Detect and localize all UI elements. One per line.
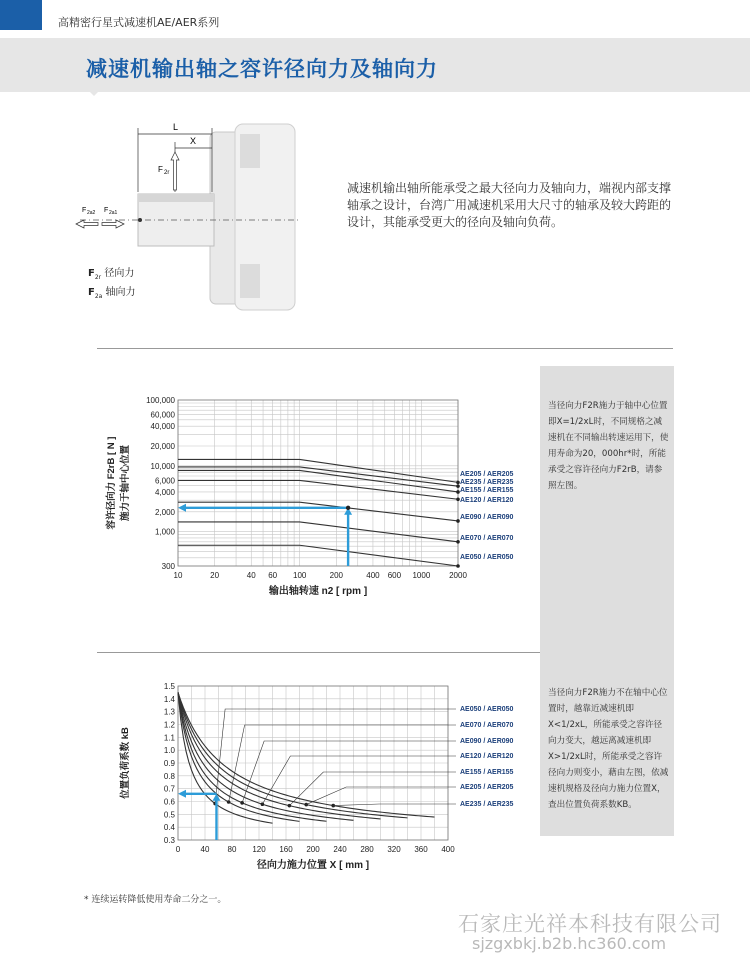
series-endpoint <box>456 564 460 568</box>
radial-force-arrow <box>171 152 179 190</box>
series-label: AE070 / AER070 <box>460 535 514 542</box>
shaft-key <box>138 194 214 202</box>
y-tick-label: 0.7 <box>163 784 175 794</box>
y-tick-label: 0.5 <box>163 810 175 820</box>
y-tick-label: 0.4 <box>163 823 175 833</box>
y-tick-label: 1.0 <box>163 746 175 756</box>
legend-axial: $F_{2a}$ 轴向力 <box>88 287 136 300</box>
label-F2r-sub: 2r <box>164 170 170 176</box>
force-legend <box>88 266 136 304</box>
label-F2a1: F <box>104 207 109 214</box>
y-tick-label: 0.8 <box>163 771 175 781</box>
radial-load-chart <box>100 388 540 603</box>
watermark-url: sjzgxbkj.b2b.hc360.com <box>472 934 667 953</box>
label-F2r: F <box>158 165 163 174</box>
y-tick-label: 1,000 <box>154 527 175 537</box>
y-tick-label: 0.9 <box>163 759 175 768</box>
series-marker <box>240 801 244 805</box>
series-label: AE120 / AER120 <box>460 753 514 760</box>
example-point <box>346 506 350 510</box>
series-leader <box>333 804 456 806</box>
series-label: AE155 / AER155 <box>460 487 514 494</box>
y-tick-label: 2,000 <box>154 507 175 517</box>
y-tick-label: 60,000 <box>150 410 175 420</box>
x-axis-title: 输出轴转速 n2 [ rpm ] <box>268 586 368 597</box>
x-tick-label: 240 <box>333 845 347 854</box>
note-radial-load: 当径向力F2R施力于轴中心位置即X=1/2xL时，不同规格之减速机在不同输出转速运用下，使用寿命为20，000hr*时，所能承受之容许径向力F2rB，请参照左图。 <box>548 401 669 491</box>
x-tick-label: 0 <box>175 845 181 854</box>
label-F2a2: F <box>82 207 87 214</box>
y-tick-label: 0.3 <box>163 836 175 845</box>
x-tick-label: 120 <box>252 845 266 854</box>
series-label: AE235 / AER235 <box>460 801 514 808</box>
x-tick-label: 100 <box>293 571 307 580</box>
legend-radial: $F_{2r}$ 径向力 <box>88 268 135 281</box>
series-label: AE155 / AER155 <box>460 769 514 776</box>
housing-detail <box>240 134 260 168</box>
x-tick-label: 320 <box>387 845 401 854</box>
series-label: AE050 / AER050 <box>460 706 514 713</box>
series-marker <box>304 803 308 807</box>
label-X: X <box>190 136 197 146</box>
series-label: AE120 / AER120 <box>460 497 514 504</box>
series-label: AE070 / AER070 <box>460 722 514 729</box>
x-tick-label: 40 <box>246 571 256 580</box>
y-tick-label: 6,000 <box>154 476 175 486</box>
note-position-factor: 当径向力F2R施力不在轴中心位置时，越靠近减速机即X<1/2xL，所能承受之容许径向力变大，越远离减速机即X>1/2xL时，所能承受之容许径向力则变小，藉由左图，依减速机规格及径向力施力位置X，查出位置负荷系数KB。 <box>548 688 669 810</box>
series-label: AE090 / AER090 <box>460 738 514 745</box>
watermark-company: 石家庄光祥本科技有限公司 <box>458 912 722 936</box>
series-label: AE235 / AER235 <box>460 479 514 486</box>
header-tab <box>0 0 42 30</box>
series-label: AE205 / AER205 <box>460 471 514 478</box>
y-tick-label: 1.4 <box>163 694 175 704</box>
x-tick-label: 200 <box>306 845 320 854</box>
x-tick-label: 2000 <box>449 571 467 580</box>
page-title: 减速机输出轴之容许径向力及轴向力 <box>86 57 438 81</box>
x-tick-label: 20 <box>210 571 220 580</box>
x-tick-label: 80 <box>227 845 237 854</box>
label-F2a2-sub: 2a2 <box>87 210 96 216</box>
y-tick-label: 1.1 <box>163 733 175 743</box>
example-arrowhead-left <box>178 504 186 512</box>
x-tick-label: 400 <box>366 571 380 580</box>
y-tick-label: 40,000 <box>150 422 175 432</box>
y-axis-subtitle: 施力于轴中心位置 <box>120 444 131 522</box>
y-tick-label: 4,000 <box>154 487 175 497</box>
y-tick-label: 0.6 <box>163 797 175 807</box>
y-tick-label: 20,000 <box>150 441 175 451</box>
y-tick-label: 300 <box>161 562 175 571</box>
axial-force-right-arrow <box>102 220 124 228</box>
y-tick-label: 100,000 <box>146 396 175 405</box>
example-arrowhead-left <box>178 790 186 798</box>
title-notch <box>86 88 102 96</box>
label-F2a1-sub: 2a1 <box>109 210 118 216</box>
series-label: AE090 / AER090 <box>460 514 514 521</box>
axial-force-left-arrow <box>76 220 98 228</box>
series-leader <box>229 725 456 802</box>
series-leader <box>306 787 456 805</box>
y-axis-title: 位置负荷系数 kB <box>120 727 131 799</box>
series-label: AE050 / AER050 <box>460 554 514 561</box>
separator-top <box>97 348 673 349</box>
center-point <box>138 218 142 222</box>
x-tick-label: 360 <box>414 845 428 854</box>
y-tick-label: 1.2 <box>163 720 175 730</box>
y-tick-label: 1.3 <box>163 707 175 717</box>
x-tick-label: 400 <box>441 845 455 854</box>
x-tick-label: 280 <box>360 845 374 854</box>
series-label: AE205 / AER205 <box>460 784 514 791</box>
x-axis-title: 径向力施力位置 X [ mm ] <box>256 860 370 871</box>
x-tick-label: 10 <box>173 571 183 580</box>
footnote: * 连续运转降低使用寿命二分之一。 <box>84 895 227 905</box>
position-factor-chart <box>100 676 540 876</box>
x-tick-label: 200 <box>329 571 343 580</box>
y-tick-label: 10,000 <box>150 461 175 471</box>
x-tick-label: 60 <box>268 571 278 580</box>
x-tick-label: 600 <box>387 571 402 580</box>
y-tick-label: 1.5 <box>163 682 175 691</box>
x-tick-label: 40 <box>200 845 210 854</box>
x-tick-label: 160 <box>279 845 293 854</box>
label-L: L <box>173 122 179 132</box>
intro-text: 减速机输出轴所能承受之最大径向力及轴向力，端视内部支撑轴承之设计，台湾广用减速机采用大尺寸的轴承及较大跨距的设计，其能承受更大的径向及轴向负荷。 <box>347 181 672 229</box>
series-label: 高精密行星式减速机AE/AER系列 <box>58 16 220 29</box>
y-axis-title: 容许径向力 F2rB [ N ] <box>106 436 117 530</box>
housing-detail <box>240 264 260 298</box>
series-leader <box>215 709 456 804</box>
x-tick-label: 1000 <box>412 571 431 580</box>
